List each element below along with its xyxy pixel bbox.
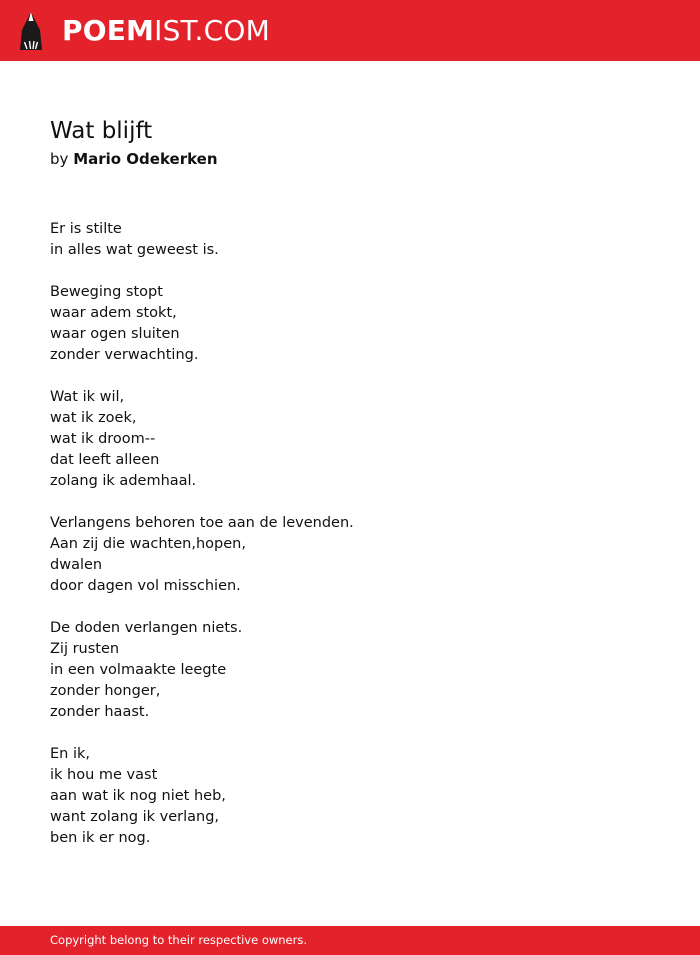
poem-line: De doden verlangen niets. xyxy=(50,620,243,636)
logo-text-light: IST.COM xyxy=(154,14,270,47)
poem-line: in alles wat geweest is. xyxy=(50,242,219,258)
poem-line: Aan zij die wachten,hopen, xyxy=(50,536,246,552)
poem-line: dat leeft alleen xyxy=(50,452,160,468)
poem-line: En ik, xyxy=(50,746,90,762)
poem-line: wat ik zoek, xyxy=(50,410,137,426)
poem-line: aan wat ik nog niet heb, xyxy=(50,788,226,804)
poem-stanza xyxy=(50,282,650,366)
poem-line: Beweging stopt xyxy=(50,284,163,300)
poem-line: zolang ik ademhaal. xyxy=(50,473,197,489)
poem-line: Er is stilte xyxy=(50,221,122,237)
poem-stanza xyxy=(50,513,650,597)
site-logo-link[interactable] xyxy=(18,10,270,52)
poem-stanza xyxy=(50,744,650,849)
poem-body xyxy=(50,219,650,870)
poem-line: waar ogen sluiten xyxy=(50,326,180,342)
poem-line: Wat ik wil, xyxy=(50,389,125,405)
poem-line: zonder honger, xyxy=(50,683,161,699)
poem-line: dwalen xyxy=(50,557,103,573)
poem-line: wat ik droom-- xyxy=(50,431,156,447)
poem-line: zonder haast. xyxy=(50,704,150,720)
poem-line: zonder verwachting. xyxy=(50,347,199,363)
poem-stanza xyxy=(50,387,650,492)
author-name: Mario Odekerken xyxy=(73,150,218,168)
by-label: by xyxy=(50,150,69,168)
poem-line: Zij rusten xyxy=(50,641,120,657)
poem-line: ben ik er nog. xyxy=(50,830,151,846)
copyright-notice: Copyright belong to their respective owners. xyxy=(50,933,308,947)
poem-line: in een volmaakte leegte xyxy=(50,662,227,678)
poem-byline xyxy=(50,149,218,169)
logo-text-bold: POEM xyxy=(62,14,155,47)
poem-line: waar adem stokt, xyxy=(50,305,177,321)
poem-stanza xyxy=(50,618,650,723)
poem-stanza xyxy=(50,219,650,261)
pen-nib-icon xyxy=(18,11,44,52)
logo-wordmark xyxy=(62,14,270,47)
poem-line: want zolang ik verlang, xyxy=(50,809,220,825)
poem-line: Verlangens behoren toe aan de levenden. xyxy=(50,515,354,531)
footer-bar xyxy=(0,926,700,955)
poem-line: ik hou me vast xyxy=(50,767,158,783)
header-bar xyxy=(0,0,700,61)
poem-line: door dagen vol misschien. xyxy=(50,578,241,594)
poem-title: Wat blijft xyxy=(50,118,153,144)
